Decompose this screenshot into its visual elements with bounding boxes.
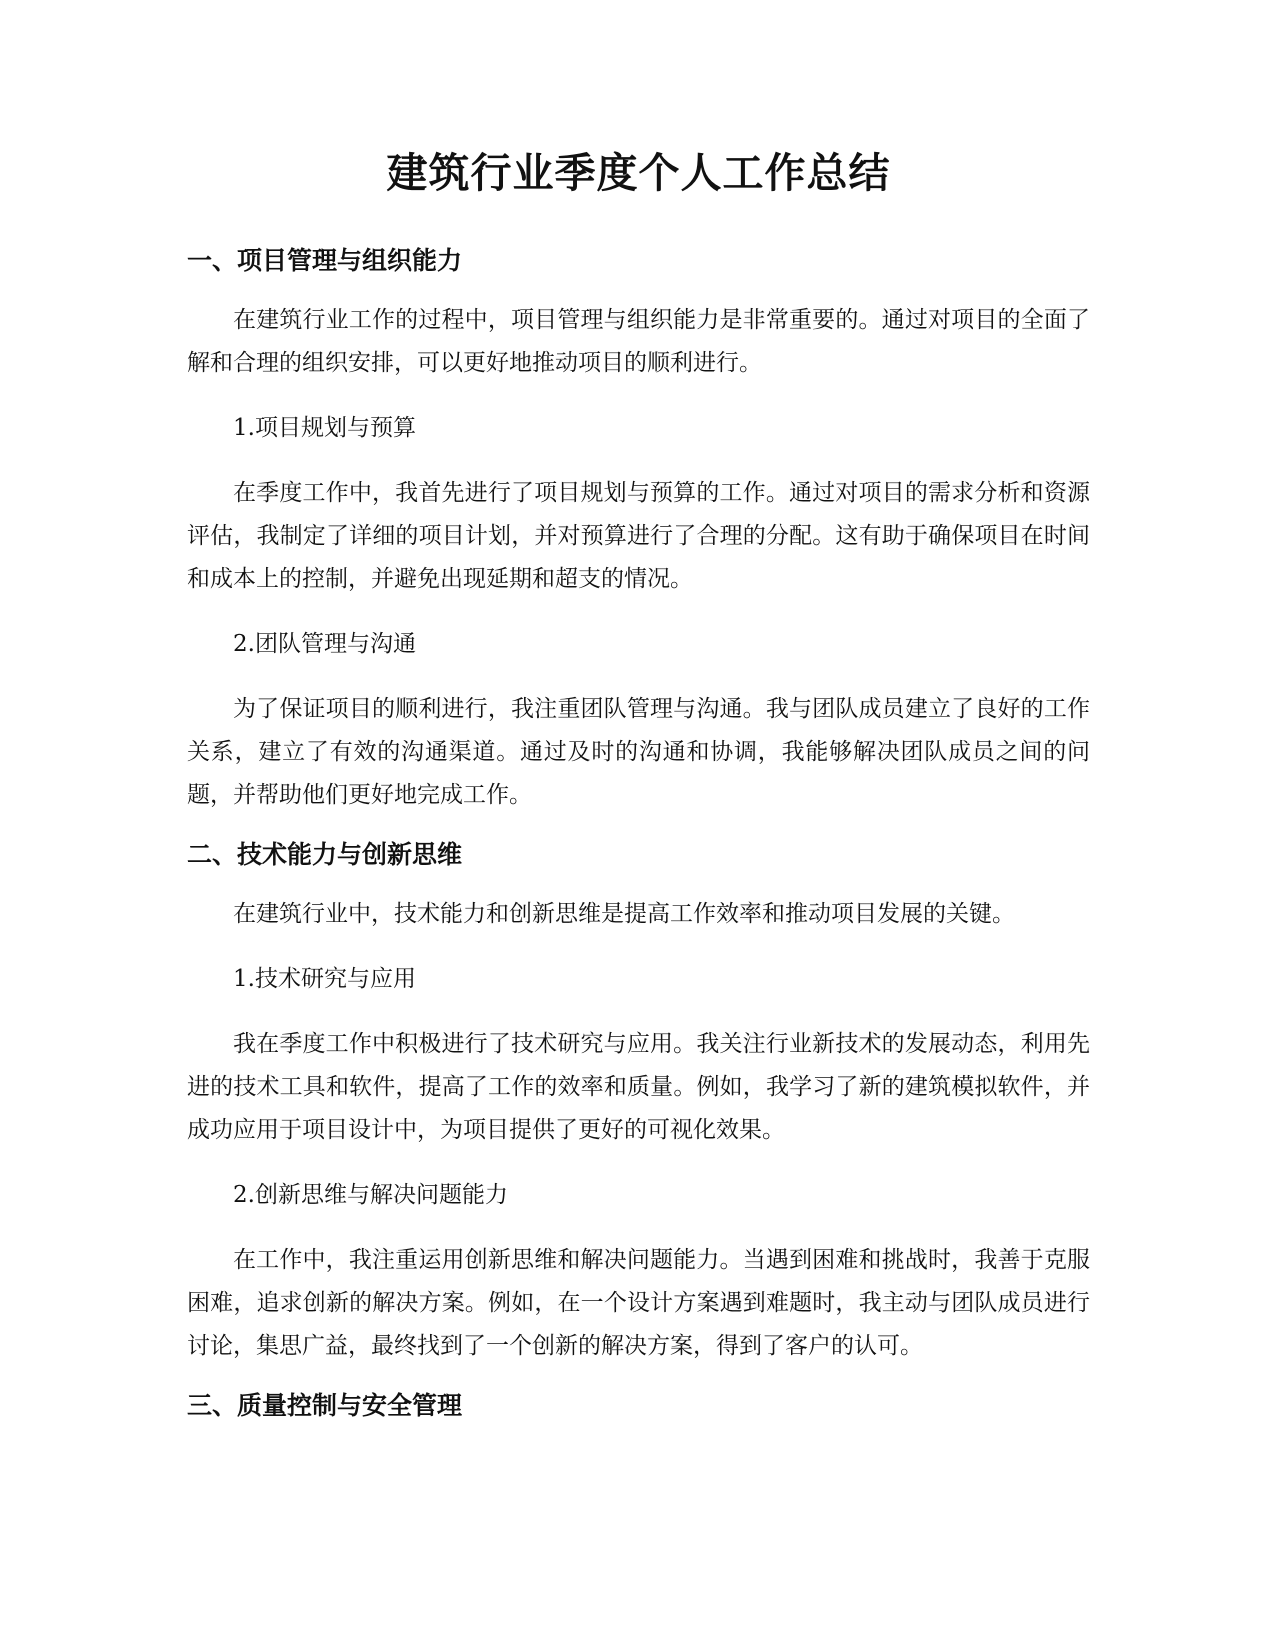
subsection-heading: 2.团队管理与沟通: [233, 631, 416, 657]
section-intro-paragraph: 在建筑行业中，技术能力和创新思维是提高工作效率和推动项目发展的关键。: [233, 901, 1015, 927]
section-project-management: [187, 245, 1090, 817]
document-title: 建筑行业季度个人工作总结: [386, 149, 891, 197]
subsection-paragraph: 在季度工作中，我首先进行了项目规划与预算的工作。通过对项目的需求分析和资源评估，我制定了详细的项目计划，并对预算进行了合理的分配。这有助于确保项目在时间和成本上的控制，并避免出现延期和超支的情况。: [187, 480, 1090, 592]
section-intro-paragraph: 在建筑行业工作的过程中，项目管理与组织能力是非常重要的。通过对项目的全面了解和合理的组织安排，可以更好地推动项目的顺利进行。: [187, 307, 1090, 376]
subsection-paragraph: 在工作中，我注重运用创新思维和解决问题能力。当遇到困难和挑战时，我善于克服困难，追求创新的解决方案。例如，在一个设计方案遇到难题时，我主动与团队成员进行讨论，集思广益，最终找到了一个创新的解决方案，得到了客户的认可。: [187, 1247, 1090, 1359]
subsection-heading: 2.创新思维与解决问题能力: [233, 1182, 508, 1208]
subsection-heading: 1.项目规划与预算: [233, 415, 416, 441]
section-technical-ability: [187, 839, 1090, 1368]
document-body: [187, 148, 1090, 1444]
subsection-heading: 1.技术研究与应用: [233, 966, 416, 992]
section-quality-safety: [187, 1390, 1090, 1422]
section-heading: 三、质量控制与安全管理: [187, 1391, 463, 1420]
section-heading: 一、项目管理与组织能力: [187, 246, 463, 275]
subsection-paragraph: 我在季度工作中积极进行了技术研究与应用。我关注行业新技术的发展动态，利用先进的技术工具和软件，提高了工作的效率和质量。例如，我学习了新的建筑模拟软件，并成功应用于项目设计中，为项目提供了更好的可视化效果。: [187, 1031, 1090, 1143]
section-heading: 二、技术能力与创新思维: [187, 840, 463, 869]
subsection-paragraph: 为了保证项目的顺利进行，我注重团队管理与沟通。我与团队成员建立了良好的工作关系，建立了有效的沟通渠道。通过及时的沟通和协调，我能够解决团队成员之间的问题，并帮助他们更好地完成工作。: [187, 696, 1090, 808]
